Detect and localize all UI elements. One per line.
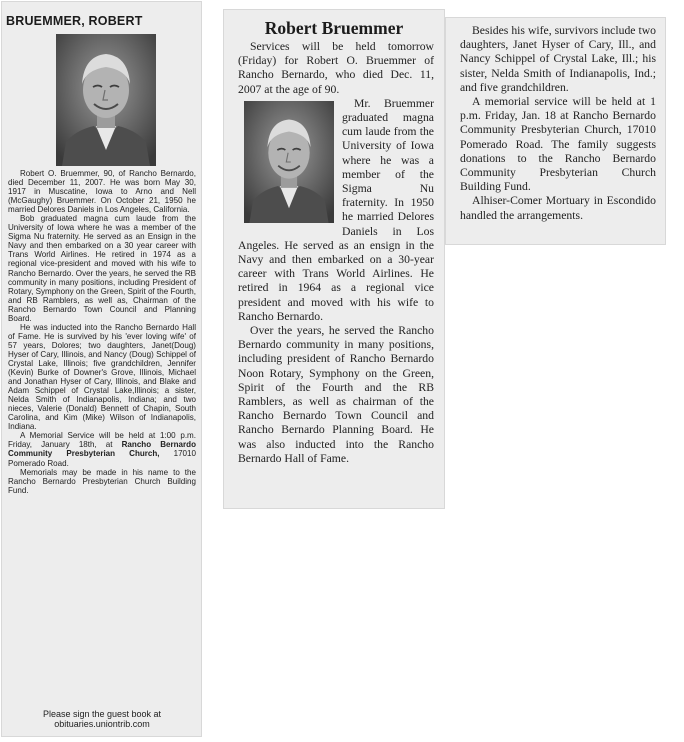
guestbook-url: obituaries.uniontrib.com [54,719,150,729]
memorial-text: A Memorial Service will be held at 1:00 p.m. Friday, January 18th, at [8,431,196,450]
obituary-paragraph: Besides his wife, survivors include two daughters, Janet Hyser of Cary, Ill., and Nancy Schippel of Crystal Lake, Ill.; his sister, Nelda Smith of Indianapolis, Ind.; and five grandchildren. [460,24,656,94]
obituary-paragraph: Services will be held tomorrow (Friday) for Robert O. Bruemmer of Rancho Bernardo, who died Dec. 11, 2007 at the age of 90. [238,40,434,96]
obituary-paragraph: Robert O. Bruemmer, 90, of Rancho Bernardo, died December 11, 2007. He was born May 30, 1917 in Muscatine, Iowa to Arno and Nell (McGaughy) Bruemmer. On October 21, 1950 he married Delores Daniels in Los Angeles, California. [8,169,196,215]
obituary-paragraph: Over the years, he served the Rancho Bernardo community in many positions, including president of Rancho Bernardo Noon Rotary, Symphony on the Green, Spirit of the Fourth and the RB Ramblers, as well as chairman of the Rancho Bernardo Town Council and Rancho Bernardo Planning Board. He was also inducted into the Rancho Bernardo Hall of Fame. [238,324,434,465]
obituary-paragraph: Bob graduated magna cum laude from the University of Iowa where he was a member of the Sigma Nu fraternity. He served as an Ensign in the Navy and then embarked on a 30 year career with Trans World Airlines. He retired in 1974 as a regional vice-president and moved with his wife to Rancho Bernardo. Over the years, he served the RB community in many positions, including President of Rotary, Symphony on the Green, Spirit of the Fourth, and RB Ramblers, as well as, Chairman of the Rancho Bernardo Town Council and Planning Board. [8,214,196,323]
obituary-title: Robert Bruemmer [264,18,404,38]
obituary-clipping-middle [224,10,444,508]
guestbook-note [12,709,192,729]
mortuary-paragraph: Alhiser-Comer Mortuary in Escondido handled the arrangements. [460,194,656,222]
memorial-address: 17010 Pomerado Road. [8,449,196,468]
obituary-heading: BRUEMMER, ROBERT [6,14,143,28]
donation-paragraph: Memorials may be made in his name to the Rancho Bernardo Presbyterian Church Building Fund. [8,467,196,495]
memorial-church: Rancho Bernardo Community Presbyterian Church, [8,440,196,459]
obituary-paragraph: He was inducted into the Rancho Bernardo Hall of Fame. He is survived by his 'ever loving wife' of 57 years, Dolores; two daughters, Janet(Doug) Hyser of Cary, Illinois, and Nancy (Doug) Schippel of Crystal Lake, Illinois; five grandchildren, Jennifer (Kevin) Burke of Downer's Grove, Illinois, Michael and Jonathan Hyser of Cary, Illinois, and Blake and Adam Schippel of Crystal Lake,Illinois; a sister, Nelda Smith of Indianapolis, Indiana; and two nieces, Valerie (Donald) Bennett of Chapin, South Carolina, and Kim (Mike) Wilson of Indianapolis, Indiana. [8,322,196,432]
memorial-service-paragraph [8,431,196,467]
obituary-clipping-left [2,2,201,736]
obituary-paragraph: Mr. Bruemmer graduated magna cum laude from the University of Iowa where he was a member of the Sigma Nu fraternity. In 1950 he married Delores Daniels in Los Angeles. He served as an ensign in the Navy and then embarked on a 30-year career with Trans World Airlines. He retired in 1964 as a regional vice president and moved with his wife to Rancho Bernardo. [238,96,434,323]
portrait-photo [244,101,334,223]
portrait-photo [56,34,156,166]
obituary-clipping-right [446,18,665,244]
obituary-body [8,169,196,495]
memorial-service-paragraph: A memorial service will be held at 1 p.m. Friday, Jan. 18 at Rancho Bernardo Community Presbyterian Church, 17010 Pomerado Road. The family suggests donations to the Rancho Bernardo Community Presbyterian Church Building Fund. [460,95,656,194]
guestbook-label: Please sign the guest book at [42,709,162,719]
obituary-body [460,24,656,223]
obituary-body [238,40,434,466]
